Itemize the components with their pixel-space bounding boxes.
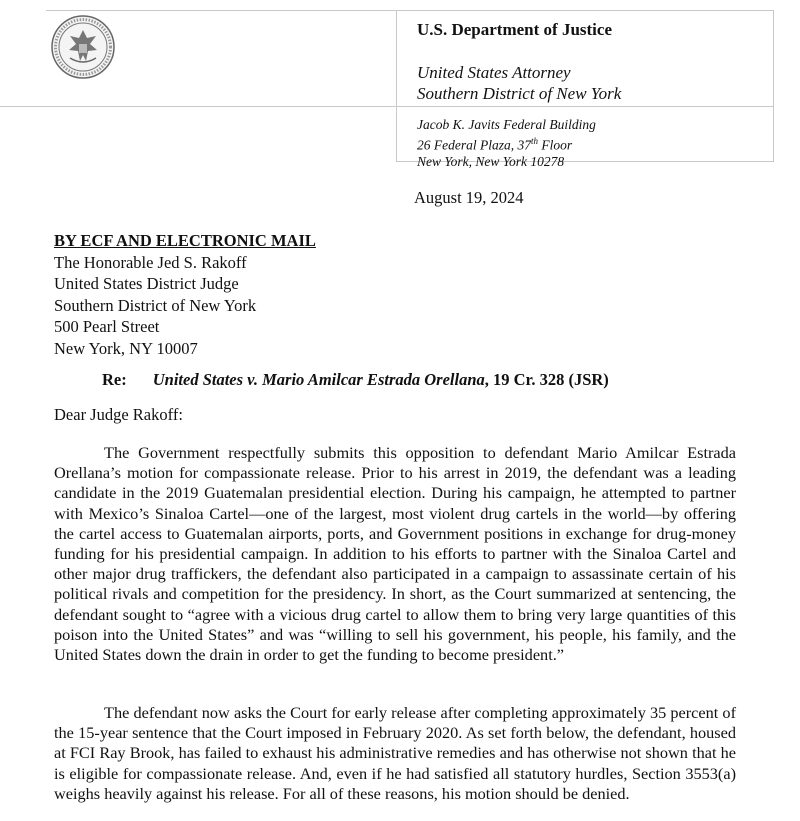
letterhead — [0, 0, 800, 170]
salutation: Dear Judge Rakoff: — [54, 405, 183, 424]
recipient-title: United States District Judge — [54, 274, 239, 294]
recipient-block — [54, 230, 316, 360]
address-line-3: New York, New York 10278 — [417, 153, 565, 169]
address-line-2 — [417, 133, 596, 154]
case-name: United States v. Mario Amilcar Estrada Orellana — [152, 370, 485, 389]
delivery-method: BY ECF AND ELECTRONIC MAIL — [54, 231, 316, 250]
body-paragraph-2: The defendant now asks the Court for early release after completing approximately 35 percent of the 15-year sentence that the Court imposed in February 2020. As set forth below, the defendant, housed at FCI Ray Brook, has failed to exhaust his administrative remedies and has otherwise not shown that he is eligible for compassionate release. And, even if he had satisfied all statutory hurdles, Section 3553(a) weighs heavily against his release. For all of these reasons, his motion should be denied. — [54, 703, 736, 803]
re-label: Re: — [102, 370, 127, 389]
floor-ordinal-suffix: th — [531, 136, 539, 146]
office-line-1: United States Attorney — [417, 63, 571, 82]
re-line — [102, 370, 609, 390]
department-name: U.S. Department of Justice — [417, 20, 612, 39]
office-line-2: Southern District of New York — [417, 84, 622, 103]
address-line-2-floor: Floor — [538, 137, 573, 153]
case-number: , 19 Cr. 328 (JSR) — [484, 370, 609, 389]
recipient-city: New York, NY 10007 — [54, 338, 198, 358]
recipient-court: Southern District of New York — [54, 295, 257, 315]
office-name — [417, 62, 621, 104]
address-line-1: Jacob K. Javits Federal Building — [417, 117, 596, 132]
office-address — [417, 117, 596, 170]
doj-seal-icon — [50, 14, 116, 80]
letter-date: August 19, 2024 — [414, 188, 524, 207]
address-line-2-text: 26 Federal Plaza, 37 — [417, 137, 531, 153]
recipient-name: The Honorable Jed S. Rakoff — [54, 252, 247, 272]
body-paragraph-1: The Government respectfully submits this opposition to defendant Mario Amilcar Estrada Orellana’s motion for compassionate release. Prior to his arrest in 2019, the defendant was a leading candidate in the 2019 Guatemalan presidential election. During his campaign, he attempted to partner with Mexico’s Sinaloa Cartel—one of the largest, most violent drug cartels in the world—by offering the cartel access to Guatemalan airports, ports, and Government positions in exchange for drug-money funding for his presidential campaign. In addition to his efforts to partner with the Sinaloa Cartel and other major drug traffickers, the defendant also participated in a campaign to assassinate certain of his political rivals and competition for the presidency. In short, as the Court summarized at sentencing, the defendant sought to “agree with a vicious drug cartel to allow them to bring very large quantities of this poison into the United States” and was “willing to sell his government, his people, his family, and the United States down the drain in order to get the funding to become president.” — [54, 443, 736, 665]
recipient-street: 500 Pearl Street — [54, 317, 160, 337]
